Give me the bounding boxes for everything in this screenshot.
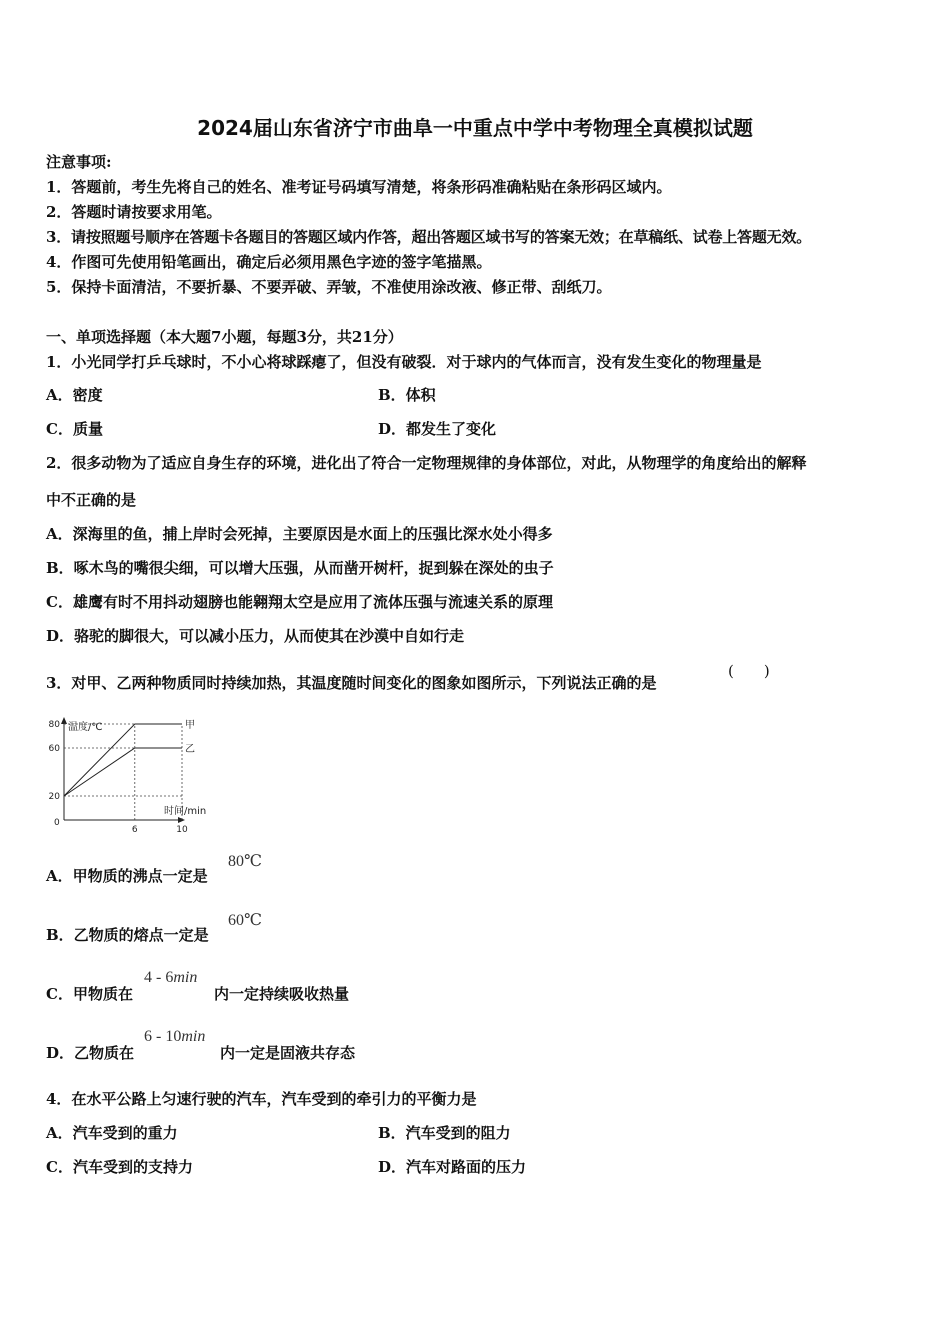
page-title: 2024届山东省济宁市曲阜一中重点中学中考物理全真模拟试题 <box>197 116 753 140</box>
section-heading: 一、单项选择题（本大题7小题，每题3分，共21分） <box>46 328 403 346</box>
series-label: 甲 <box>185 720 195 731</box>
notice-item: 4．作图可先使用铅笔画出，确定后必须用黑色字迹的签字笔描黑。 <box>46 253 492 271</box>
option-c: C．雄鹰有时不用抖动翅膀也能翱翔太空是应用了流体压强与流速关系的原理 <box>46 593 553 611</box>
y-axis-label: 温度/℃ <box>68 722 103 733</box>
option-d-math-unit: min <box>181 1028 206 1045</box>
origin-label: 0 <box>54 818 60 828</box>
x-tick-label: 6 <box>131 825 138 834</box>
option-b: B．体积 <box>378 386 436 404</box>
option-c: C．汽车受到的支持力 <box>46 1158 193 1176</box>
x-axis-arrow <box>178 817 185 823</box>
option-b: B．啄木鸟的嘴很尖细，可以增大压强，从而凿开树杆，捉到躲在深处的虫子 <box>46 559 554 577</box>
option-d-math <box>144 1028 205 1046</box>
notice-item: 1．答题前，考生先将自己的姓名、准考证号码填写清楚，将条形码准确粘贴在条形码区域内。 <box>46 178 672 196</box>
x-axis-label: 时间/min <box>164 806 207 817</box>
option-a-math: 80℃ <box>228 853 262 870</box>
option-d: D．汽车对路面的压力 <box>378 1158 527 1176</box>
option-a: A．汽车受到的重力 <box>46 1124 178 1142</box>
question-stem: 3．对甲、乙两种物质同时持续加热，其温度随时间变化的图象如图所示，下列说法正确的是 <box>46 674 657 692</box>
option-b-math: 60℃ <box>228 912 262 929</box>
temperature-time-chart <box>42 714 217 834</box>
question-stem: 4．在水平公路上匀速行驶的汽车，汽车受到的牵引力的平衡力是 <box>46 1090 477 1108</box>
series-line-1 <box>64 724 182 796</box>
notice-item: 3．请按照题号顺序在答题卡各题目的答题区域内作答，超出答题区域书写的答案无效；在草稿纸、试卷上答题无效。 <box>46 228 812 246</box>
option-d: D．骆驼的脚很大，可以减小压力，从而使其在沙漠中自如行走 <box>46 627 465 645</box>
option-c-math-range: 4 - 6 <box>144 969 174 986</box>
x-tick-label: 10 <box>176 825 188 834</box>
option-a: A．深海里的鱼，捕上岸时会死掉，主要原因是水面上的压强比深水处小得多 <box>46 525 553 543</box>
option-c-tail: 内一定持续吸收热量 <box>214 985 350 1003</box>
option-d-text: D．乙物质在 <box>46 1044 135 1062</box>
option-a: A．密度 <box>46 386 103 404</box>
answer-paren: ( ) <box>728 662 770 680</box>
option-d-math-range: 6 - 10 <box>144 1028 182 1045</box>
option-c-math <box>144 969 197 987</box>
notice-item: 5．保持卡面清洁，不要折暴、不要弄破、弄皱，不准使用涂改液、修正带、刮纸刀。 <box>46 278 612 296</box>
option-d: D．都发生了变化 <box>378 420 497 438</box>
option-b: B．汽车受到的阻力 <box>378 1124 511 1142</box>
series-label: 乙 <box>185 744 195 755</box>
notice-heading: 注意事项: <box>46 153 112 171</box>
question-stem-cont: 中不正确的是 <box>46 491 137 509</box>
series-line-2 <box>64 748 182 796</box>
option-b-text: B．乙物质的熔点一定是 <box>46 926 209 944</box>
y-tick-label: 60 <box>48 744 60 754</box>
question-stem: 2．很多动物为了适应自身生存的环境，进化出了符合一定物理规律的身体部位，对此，从物理学的角度给出的解释 <box>46 454 807 472</box>
y-axis-arrow <box>61 717 67 724</box>
y-tick-label: 80 <box>48 720 60 730</box>
option-a-text: A．甲物质的沸点一定是 <box>46 867 208 885</box>
option-c-math-unit: min <box>173 969 198 986</box>
notice-item: 2．答题时请按要求用笔。 <box>46 203 222 221</box>
option-c: C．质量 <box>46 420 103 438</box>
option-d-tail: 内一定是固液共存态 <box>220 1044 356 1062</box>
y-tick-label: 20 <box>48 792 60 802</box>
option-c-text: C．甲物质在 <box>46 985 133 1003</box>
question-stem: 1．小光同学打乒乓球时，不小心将球踩瘪了，但没有破裂．对于球内的气体而言，没有发生变化的物理量是 <box>46 353 762 371</box>
